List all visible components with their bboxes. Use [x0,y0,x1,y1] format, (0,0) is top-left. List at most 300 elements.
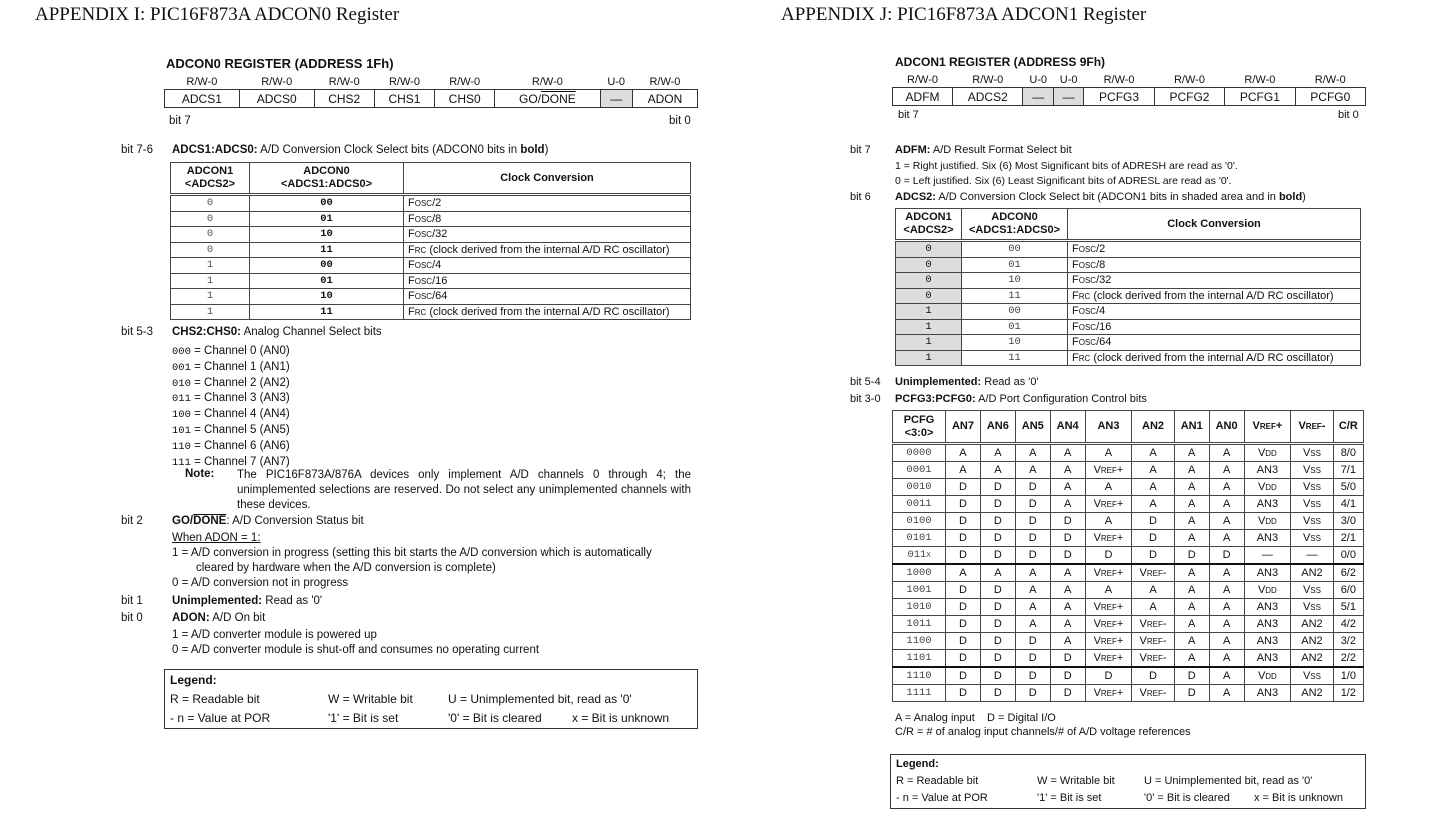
bit-name: — [1053,88,1083,106]
pcfg-cell: A [1015,444,1050,462]
pcfg-cell: A [1132,462,1174,479]
pcfg-cell: A [1050,616,1085,633]
pcfg-cell: D [1174,667,1209,685]
pcfg-cell: A [1209,530,1244,547]
bit-name-row [893,88,1366,106]
header-line: AN1 [1180,420,1203,432]
adcs2-value: 1 [171,304,250,320]
adcs-description: ADCS1:ADCS0: A/D Conversion Clock Select bits (ADCON0 bits in bold) [172,144,549,156]
pcfg-cell: D [1132,547,1174,565]
pcfg-cell: AN3 [1244,564,1291,582]
column-header [896,209,962,241]
pcfg-cell: AN2 [1291,650,1333,668]
pcfg-cell: A [1174,479,1209,496]
adcon1-register-table [892,73,1366,106]
bit-access: R/W-0 [1314,74,1346,86]
pcfg-row [893,479,1364,496]
clock-row [896,288,1361,304]
clock-conversion-table [170,162,691,320]
bit-name: PCFG3 [1084,88,1154,106]
clock-symbol: Frc [408,243,427,256]
adcs2-value: 1 [896,304,962,320]
adon-1: 1 = A/D converter module is powered up [172,629,377,641]
clock-text: /4 [432,259,442,272]
header-line: Vref+ [1252,420,1283,432]
channel-text: = Channel 7 (AN7) [190,455,290,468]
pcfg-cell: D [946,582,981,599]
pcfg-cell: 0000 [893,444,946,462]
pcfg-cell: Vdd [1244,444,1291,462]
bit-name: CHS2 [314,90,374,108]
adcs10-value: 11 [250,242,404,258]
go-done-description: GO/DONE: A/D Conversion Status bit [172,515,364,527]
pcfg-cell: A [1050,564,1085,582]
pcfg-cell: AN3 [1244,685,1291,702]
pcfg-cell: 1111 [893,685,946,702]
bit-label: bit 1 [121,595,143,607]
clock-source [1068,288,1361,304]
pcfg-cell: D [1050,547,1085,565]
pcfg-cell: Vss [1291,667,1333,685]
pcfg-cell: 0/0 [1333,547,1363,565]
pcfg-row [893,650,1364,668]
header-line: AN3 [1097,420,1120,432]
clock-symbol: Frc [1072,289,1091,302]
pcfg-cell: 5/0 [1333,479,1363,496]
legend-box [164,669,698,729]
pcfg-cell: 0011 [893,496,946,513]
clock-symbol: Frc [1072,351,1091,364]
adfm-description: ADFM: A/D Result Format Select bit [895,144,1072,156]
clock-text: /8 [1096,258,1106,271]
adcs2-value: 1 [171,289,250,305]
clock-row [171,227,691,243]
clock-text: /16 [1096,320,1112,333]
pcfg-cell: Vref+ [1085,650,1132,668]
pcfg-cell: Vss [1291,513,1333,530]
adcs2-value: 0 [171,211,250,227]
clock-source [404,273,691,289]
adon-description: ADON: A/D On bit [172,612,266,624]
column-header [1068,209,1361,241]
column-header [250,163,404,195]
pcfg-cell: 1010 [893,599,946,616]
bit-name: — [600,90,632,108]
legend-u: U = Unimplemented bit, read as '0' [448,692,632,706]
header-row [171,163,691,195]
clock-text: /16 [432,274,448,287]
adfm-1: 1 = Right justified. Six (6) Most Significant bits of ADRESH are read as '0'. [895,160,1238,172]
adcs2-value: 0 [896,241,962,258]
column-header [1015,411,1050,444]
channel-text: = Channel 5 (AN5) [190,423,290,436]
pcfg-cell: AN2 [1291,633,1333,650]
legend-clr: '0' = Bit is cleared [448,711,542,725]
bit-label: bit 7 [850,144,871,156]
bit-name: ADCS2 [953,88,1023,106]
clock-conversion-table [895,208,1361,366]
pcfg-cell: A [1209,479,1244,496]
adcon0-register-title: ADCON0 REGISTER (ADDRESS 1Fh) [166,56,394,71]
adcs10-value: 10 [962,273,1068,289]
pcfg-cell: D [1085,667,1132,685]
pcfg-cell: Vref- [1132,564,1174,582]
pcfg-key-cr: C/R = # of analog input channels/# of A/D voltage references [895,726,1191,738]
pcfg-cell: D [980,685,1015,702]
pcfg-cell: A [1015,582,1050,599]
clock-symbol: Fosc [408,259,433,272]
legend-n: - n = Value at POR [896,792,988,804]
adcs2-value: 0 [896,288,962,304]
column-header [1333,411,1363,444]
clock-text: /64 [1096,336,1112,349]
bit-label: bit 7-6 [121,144,153,156]
pcfg-cell: Vref+ [1085,633,1132,650]
legend-w: W = Writable bit [1037,775,1115,787]
pcfg-cell: A [1050,462,1085,479]
channel-item [172,344,290,360]
bit-label: bit 3-0 [850,393,881,405]
pcfg-cell: D [1050,650,1085,668]
pcfg-cell: Vdd [1244,582,1291,599]
pcfg-cell: AN2 [1291,685,1333,702]
pcfg-cell: 0010 [893,479,946,496]
pcfg-cell: 1001 [893,582,946,599]
pcfg-cell: A [1209,444,1244,462]
header-line: Clock Conversion [500,171,594,184]
pcfg-cell: D [1050,530,1085,547]
pcfg-cell: AN3 [1244,599,1291,616]
bit-access: R/W-0 [261,76,293,88]
channel-item [172,391,290,407]
legend-n: - n = Value at POR [170,711,271,725]
clock-source [404,227,691,243]
column-header [1132,411,1174,444]
pcfg-cell: 0001 [893,462,946,479]
pcfg-cell: A [1132,479,1174,496]
pcfg-cell: A [1174,650,1209,668]
bit-name: ADON [632,90,697,108]
pcfg-cell: A [1050,599,1085,616]
column-header [1209,411,1244,444]
pcfg-cell: 1110 [893,667,946,685]
clock-row [896,241,1361,258]
pcfg-cell: 1011 [893,616,946,633]
pcfg-row [893,685,1364,702]
legend-title: Legend: [170,673,217,687]
pcfg-cell: Vss [1291,599,1333,616]
pcfg-row [893,667,1364,685]
header-line: <ADCS2> [184,178,236,190]
note-text: The PIC16F873A/876A devices only implement A/D channels 0 through 4; the unimplemented selections are reserved. Do not select any unimplemented channels with these devices. [237,469,691,511]
pcfg-cell: D [1015,667,1050,685]
header-line: AN2 [1142,420,1165,432]
pcfg-cell: A [1209,685,1244,702]
bit-access: R/W-0 [1103,74,1135,86]
header-line: <3:0> [904,426,934,439]
pcfg-cell: 7/1 [1333,462,1363,479]
pcfg-cell: A [1174,444,1209,462]
legend-r: R = Readable bit [896,775,979,787]
clock-symbol: Fosc [1072,320,1097,333]
pcfg-cell: D [946,667,981,685]
bit0-label: bit 0 [1338,109,1359,121]
pcfg-row [893,444,1364,462]
pcfg-cell: 6/0 [1333,582,1363,599]
header-line: Vref- [1298,420,1326,432]
bit-access: U-0 [1059,74,1078,86]
legend-title: Legend: [896,758,939,770]
clock-text: /32 [1096,274,1112,287]
pcfg-cell: Vss [1291,496,1333,513]
legend-x: x = Bit is unknown [1254,792,1343,804]
pcfg-cell: D [1174,685,1209,702]
pcfg-cell: AN3 [1244,616,1291,633]
go-done-1-cont: cleared by hardware when the A/D conversion is complete) [196,562,496,574]
bit-access: R/W-0 [1173,74,1205,86]
pcfg-cell: D [980,633,1015,650]
pcfg-cell: D [946,530,981,547]
clock-symbol: Fosc [1072,258,1097,271]
pcfg-cell: A [1050,633,1085,650]
clock-text: (clock derived from the internal A/D RC oscillator) [426,305,670,318]
adcs2-value: 0 [171,227,250,243]
channel-list [172,344,290,470]
bit-name: CHS0 [435,90,495,108]
bit7-label: bit 7 [898,109,919,121]
pcfg-cell: AN2 [1291,564,1333,582]
bit-label: bit 2 [121,515,143,527]
clock-source [1068,304,1361,320]
pcfg-cell: D [1015,685,1050,702]
pcfg-cell: A [1085,444,1132,462]
bit-access: U-0 [1029,74,1048,86]
pcfg-cell: Vref+ [1085,462,1132,479]
pcfg-cell: Vss [1291,479,1333,496]
adcs2-value: 0 [896,273,962,289]
bit7-label: bit 7 [169,115,191,127]
pcfg-cell: A [1132,582,1174,599]
pcfg-cell: A [1209,564,1244,582]
pcfg-cell: AN3 [1244,530,1291,547]
adcs10-value: 11 [250,304,404,320]
clock-text: (clock derived from the internal A/D RC oscillator) [1090,351,1334,364]
clock-text: /8 [432,212,442,225]
pcfg-cell: 011x [893,547,946,565]
legend-w: W = Writable bit [328,692,413,706]
pcfg-cell: A [1209,616,1244,633]
clock-row [171,242,691,258]
channel-text: = Channel 2 (AN2) [190,376,290,389]
pcfg-cell: A [1050,582,1085,599]
bit-name: ADCS0 [239,90,314,108]
access-row [893,73,1366,88]
pcfg-cell: D [980,616,1015,633]
column-header [404,163,691,195]
clock-symbol: Fosc [1072,336,1097,349]
channel-item [172,376,290,392]
column-header [962,209,1068,241]
bit-label: bit 5-3 [121,326,153,338]
bit-name: PCFG0 [1295,88,1365,106]
pcfg-cell: A [1174,496,1209,513]
bit-access: R/W-0 [907,74,939,86]
legend-x: x = Bit is unknown [572,711,670,725]
go-done-0: 0 = A/D conversion not in progress [172,577,349,589]
pcfg-cell: 1/0 [1333,667,1363,685]
channel-text: = Channel 1 (AN1) [190,360,290,373]
adcon1-register-title: ADCON1 REGISTER (ADDRESS 9Fh) [895,55,1106,69]
pcfg-cell: D [1015,633,1050,650]
pcfg-cell: Vref- [1132,685,1174,702]
column-header [1050,411,1085,444]
pcfg-cell: A [1085,479,1132,496]
pcfg-cell: D [1015,513,1050,530]
pcfg-cell: A [1209,582,1244,599]
header-line: <ADCS1:ADCS0> [280,178,373,190]
adcs10-value: 00 [250,195,404,212]
pcfg-cell: D [1174,547,1209,565]
clock-text: /2 [432,197,442,210]
pcfg-description: PCFG3:PCFG0: A/D Port Configuration Control bits [895,393,1147,405]
pcfg-cell: A [1050,496,1085,513]
access-row [165,75,698,90]
pcfg-cell: Vdd [1244,667,1291,685]
bit-access: R/W-0 [1244,74,1276,86]
pcfg-cell: D [1085,547,1132,565]
bit-name: ADCS1 [165,90,240,108]
legend-u: U = Unimplemented bit, read as '0' [1144,775,1313,787]
pcfg-cell: Vss [1291,462,1333,479]
pcfg-cell: D [1015,650,1050,668]
bit-name [495,90,600,108]
clock-text: (clock derived from the internal A/D RC oscillator) [426,243,670,256]
bit-name-row [165,90,698,108]
pcfg-cell: AN3 [1244,633,1291,650]
pcfg-cell: A [1174,616,1209,633]
when-adon: When ADON = 1: [172,532,261,544]
adcs2-value: 1 [171,273,250,289]
bit1-description: Unimplemented: Read as '0' [172,595,323,607]
pcfg-row [893,530,1364,547]
adon-0: 0 = A/D converter module is shut-off and consumes no operating current [172,644,540,656]
adcon0-register-table [164,75,698,108]
pcfg-cell: A [946,444,981,462]
pcfg-cell: A [1050,479,1085,496]
pcfg-cell: D [946,513,981,530]
pcfg-cell: A [1209,633,1244,650]
clock-source [404,258,691,274]
pcfg-cell: A [1015,462,1050,479]
pcfg-cell: 1101 [893,650,946,668]
bit-name-done: DONE [541,91,576,106]
clock-row [896,335,1361,351]
column-header [893,411,946,444]
pcfg-cell: 4/2 [1333,616,1363,633]
clock-source [1068,241,1361,258]
pcfg-cell: A [946,564,981,582]
adcs10-value: 11 [962,288,1068,304]
adcs10-value: 01 [250,273,404,289]
adcs2-value: 1 [896,350,962,366]
header-row [893,411,1364,444]
pcfg-cell: A [1132,444,1174,462]
pcfg-cell: D [1015,547,1050,565]
pcfg-cell: D [1050,667,1085,685]
pcfg-table [892,410,1364,702]
pcfg-row [893,616,1364,633]
pcfg-cell: A [1174,530,1209,547]
header-line: AN7 [951,420,974,432]
header-line: PCFG [903,413,935,426]
appendix-i-title: APPENDIX I: PIC16F873A ADCON0 Register [35,4,400,25]
pcfg-cell: D [946,616,981,633]
adcs10-value: 00 [962,304,1068,320]
pcfg-cell: Vref+ [1085,530,1132,547]
pcfg-row [893,582,1364,599]
adcs10-value: 01 [962,257,1068,273]
channel-code: 100 [172,409,191,422]
note-label: Note: [185,468,215,480]
pcfg-row [893,564,1364,582]
pcfg-cell: D [946,599,981,616]
bit-name: PCFG1 [1225,88,1295,106]
channel-text: = Channel 6 (AN6) [190,439,290,452]
bit-access: U-0 [607,76,626,88]
clock-row [171,211,691,227]
adcs10-value: 10 [962,335,1068,351]
pcfg-cell: D [980,496,1015,513]
clock-source [1068,335,1361,351]
pcfg-cell: D [1015,479,1050,496]
pcfg-cell: D [1132,667,1174,685]
clock-text: (clock derived from the internal A/D RC oscillator) [1090,289,1334,302]
header-line: ADCON0 [303,165,350,177]
pcfg-cell: — [1291,547,1333,565]
adcs10-value: 10 [250,289,404,305]
clock-source [1068,350,1361,366]
pcfg-cell: Vref+ [1085,599,1132,616]
bit-access: R/W-0 [449,76,481,88]
channel-item [172,423,290,439]
pcfg-cell: AN3 [1244,650,1291,668]
column-header [1174,411,1209,444]
bit-access: R/W-0 [388,76,420,88]
channel-code: 000 [172,346,191,358]
bit-label: bit 0 [121,612,143,624]
pcfg-cell: D [980,547,1015,565]
header-line: AN6 [986,420,1009,432]
pcfg-cell: 0100 [893,513,946,530]
clock-text: /2 [1096,243,1106,256]
pcfg-cell: A [1174,582,1209,599]
bit-label: bit 6 [850,191,871,203]
pcfg-cell: D [946,633,981,650]
pcfg-cell: 6/2 [1333,564,1363,582]
pcfg-cell: D [946,685,981,702]
channel-text: = Channel 0 (AN0) [190,345,290,357]
bit-label: bit 5-4 [850,376,881,388]
pcfg-cell: A [1209,667,1244,685]
appendix-j-title: APPENDIX J: PIC16F873A ADCON1 Register [781,4,1147,25]
pcfg-cell: 3/2 [1333,633,1363,650]
channel-code: 011 [172,393,191,406]
pcfg-cell: D [1209,547,1244,565]
pcfg-cell: D [980,599,1015,616]
bit-access: R/W-0 [531,76,563,88]
pcfg-cell: 1/2 [1333,685,1363,702]
pcfg-cell: Vref+ [1085,685,1132,702]
